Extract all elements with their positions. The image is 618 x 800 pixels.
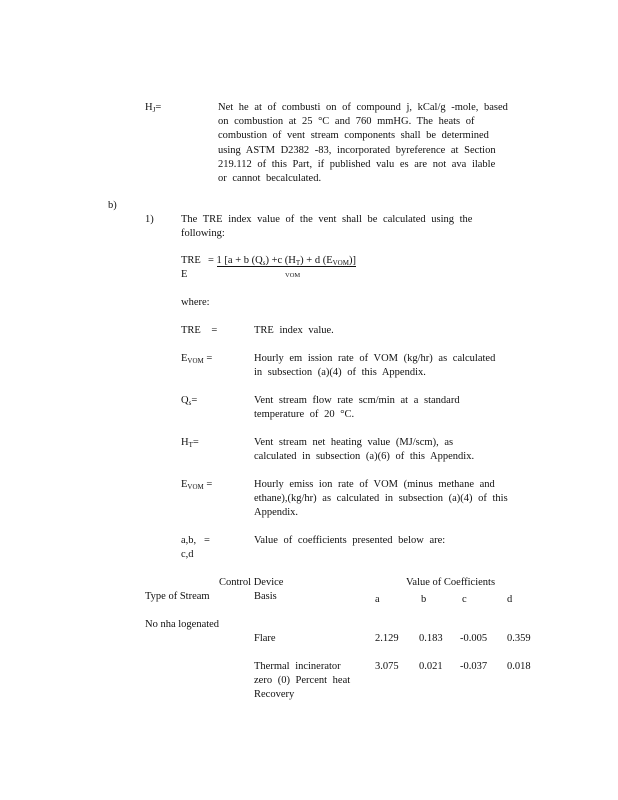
table-row-2-b: 0.021: [419, 661, 443, 672]
def-qs-text: Vent stream flow rate scm/min at a standard temperature of 20 °C.: [254, 395, 460, 421]
def-evom2-text: Hourly emiss ion rate of VOM (minus methane and ethane),(kg/hr) as calculated in subsection (a)(4) of this Appendix.: [254, 479, 508, 519]
def-evom-text: Hourly em ission rate of VOM (kg/hr) as calculated in subsection (a)(4) of this Appendix.: [254, 353, 496, 379]
table-row-2-a: 3.075: [375, 661, 399, 672]
table-header-control-device: Control Device: [219, 577, 284, 588]
def-coef-symbol: a,b, =: [181, 535, 210, 546]
table-row-1-a: 2.129: [375, 633, 399, 644]
formula-rhs: = 1 [a + b $(Q_s) +c$ $(H_T) + d$ $(E_{VOM})$]: [208, 255, 356, 267]
hj-definition: Net he at of combusti on of compound j, kCal/g -mole, based on combustion at 25 °C and 760 mmHG. The heats of combustion of vent stream components shall be determined using ASTM D2382 -83, incorporated byreference at Section 219.112 of this Part, if published valu es are not ava ilable or cannot becalculated.: [218, 102, 508, 185]
section-b-label: b): [108, 200, 117, 211]
table-row-1-device: Flare: [254, 633, 276, 644]
table-row-2-d: 0.018: [507, 661, 531, 672]
item-1-number: 1): [145, 214, 154, 225]
table-header-d: d: [507, 594, 513, 605]
def-ht-text: Vent stream net heating value (MJ/scm), as calculated in subsection (a)(6) of this Appendix.: [254, 437, 475, 463]
table-row-1-c: -0.005: [460, 633, 488, 644]
table-row-1-d: 0.359: [507, 633, 531, 644]
formula-lhs-e: E: [181, 269, 188, 280]
table-header-value: Value of Coefficients: [406, 577, 496, 588]
def-tre-symbol: TRE =: [181, 325, 218, 336]
formula-lhs-tre: TRE: [181, 255, 201, 266]
table-row-2-c: -0.037: [460, 661, 488, 672]
def-evom-symbol: $E_{VOM}$ =: [181, 353, 213, 365]
def-ht-symbol: $H_T=$: [181, 437, 199, 449]
formula-denominator: VOM: [285, 272, 301, 279]
table-row-1-b: 0.183: [419, 633, 443, 644]
table-header-c: c: [462, 594, 467, 605]
table-header-type: Type of Stream: [145, 591, 210, 602]
def-evom2-symbol: $E_{VOM}$ =: [181, 479, 213, 491]
table-row-2-device: Thermal incinerator zero (0) Percent heat Recovery: [254, 661, 351, 701]
def-tre-text: TRE index value.: [254, 325, 334, 336]
item-1-intro: The TRE index value of the vent shall be calculated using the following:: [181, 214, 473, 240]
def-coef-symbol2: c,d: [181, 549, 194, 560]
where-label: where:: [181, 297, 210, 308]
stream-type: No nha logenated: [145, 619, 220, 630]
table-header-b: b: [421, 594, 427, 605]
hj-symbol: $H_J=$: [145, 102, 162, 114]
table-header-basis: Basis: [254, 591, 277, 602]
def-coef-text: Value of coefficients presented below are:: [254, 535, 446, 546]
table-header-a: a: [375, 594, 380, 605]
def-qs-symbol: $Q_s=$: [181, 395, 198, 407]
